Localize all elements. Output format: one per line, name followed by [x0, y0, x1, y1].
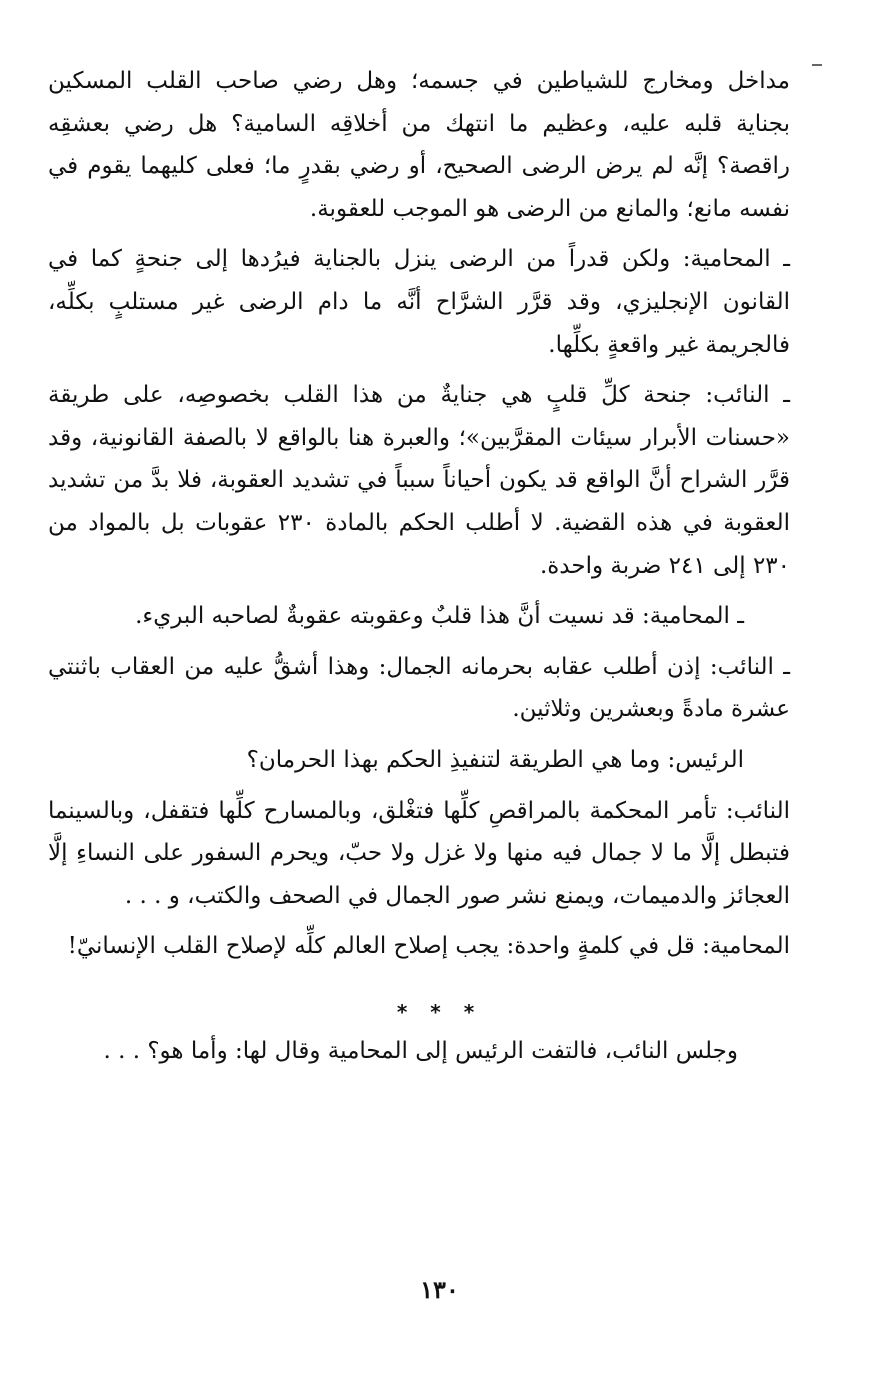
paragraph: ـ النائب: جنحة كلِّ قلبٍ هي جنايةٌ من هذا القلب بخصوصِه، على طريقة «حسنات الأبرار سيئات المقرَّبين»؛ والعبرة هنا بالواقع لا بالصفة القانونية، وقد قرَّر الشراح أنَّ الواقع قد يكون أحياناً سبباً في تشديد العقوبة، فلا بدَّ من تشديد العقوبة في هذه القضية. لا أطلب الحكم بالمادة ٢٣٠ عقوبات بل بالمواد من ٢٣٠ إلى ٢٤١ ضربة واحدة. — [48, 382, 790, 579]
corner-mark — [812, 64, 822, 66]
section-break: * * * — [396, 1000, 483, 1024]
paragraph: الرئيس: وما هي الطريقة لتنفيذِ الحكم بهذا الحرمان؟ — [246, 746, 744, 773]
paragraph: المحامية: قل في كلمةٍ واحدة: يجب إصلاح العالم كلِّه لإصلاح القلب الإنسانيّ! — [67, 933, 790, 960]
paragraph: النائب: تأمر المحكمة بالمراقصِ كلِّها فتغْلق، وبالمسارح كلِّها فتقفل، وبالسينما فتبطل إلَّا ما لا جمال فيه منها ولا غزل ولا حبّ، ويحرم السفور على النساءِ إلَّا العجائز والدميمات، ويمنع نشر صور الجمال في الصحف والكتب، و . . . — [48, 797, 790, 909]
page-number: ١٣٠ — [420, 1275, 459, 1304]
paragraph: مداخل ومخارج للشياطين في جسمه؛ وهل رضي صاحب القلب المسكين بجناية قلبه عليه، وعظيم ما انتهك من أخلاقِه السامية؟ هل رضي بعشقِه راقصة؟ إنَّه لم يرض الرضى الصحيح، أو رضي بقدرٍ ما؛ فعلى كليهما يقوم في نفسه مانع؛ والمانع من الرضى هو الموجب للعقوبة. — [48, 68, 790, 222]
paragraph: ـ المحامية: قد نسيت أنَّ هذا قلبٌ وعقوبته عقوبةٌ لصاحبه البريء. — [135, 603, 744, 630]
body-text — [48, 60, 790, 968]
closing-paragraph: وجلس النائب، فالتفت الرئيس إلى المحامية وقال لها: وأما هو؟ . . . — [103, 1038, 738, 1064]
paragraph: ـ النائب: إذن أطلب عقابه بحرمانه الجمال: وهذا أشقُّ عليه من العقاب باثنتي عشرة مادةً وبعشرين وثلاثين. — [48, 653, 790, 723]
paragraph: ـ المحامية: ولكن قدراً من الرضى ينزل بالجناية فيرُدها إلى جنحةٍ كما في القانون الإنجليزي، وقد قرَّر الشرَّاح أنَّه ما دام الرضى غير مستلبٍ بكلِّه، فالجريمة غير واقعةٍ بكلِّها. — [48, 246, 790, 358]
